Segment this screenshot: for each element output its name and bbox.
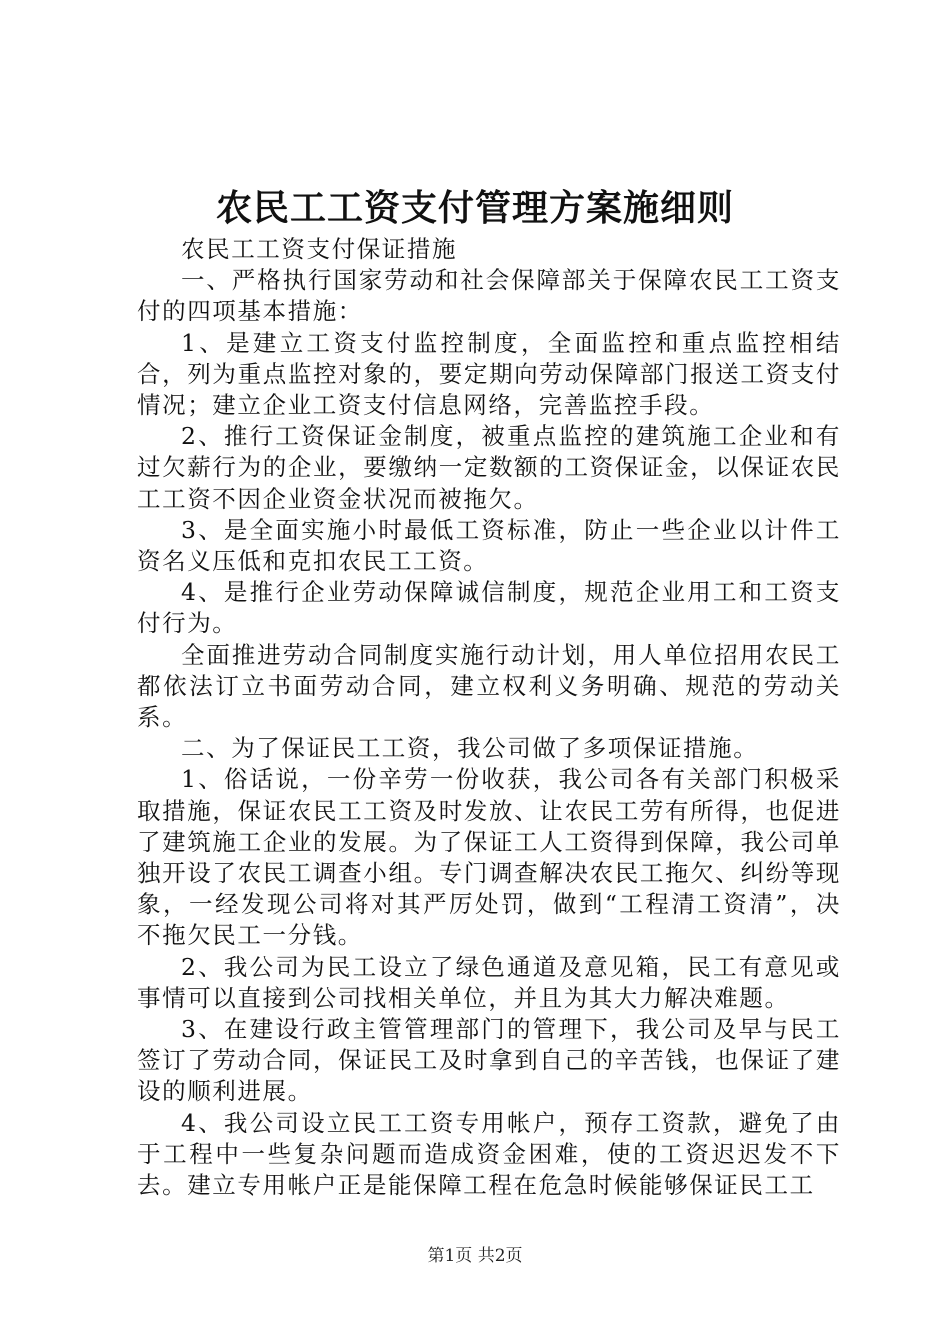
paragraph: 3、在建设行政主管管理部门的管理下，我公司及早与民工签订了劳动合同，保证民工及时拿到自己的辛苦钱，也保证了建设的顺利进展。: [137, 1015, 841, 1106]
paragraph: 2、推行工资保证金制度，被重点监控的建筑施工企业和有过欠薪行为的企业，要缴纳一定数额的工资保证金，以保证农民工工资不因企业资金状况而被拖欠。: [137, 422, 841, 513]
paragraph: 4、我公司设立民工工资专用帐户，预存工资款，避免了由于工程中一些复杂问题而造成资金困难，使的工资迟迟发不下去。建立专用帐户正是能保障工程在危急时候能够保证民工工: [137, 1108, 841, 1200]
paragraph: 全面推进劳动合同制度实施行动计划，用人单位招用农民工都依法订立书面劳动合同，建立权利义务明确、规范的劳动关系。: [137, 640, 841, 732]
paragraph: 一、严格执行国家劳动和社会保障部关于保障农民工工资支付的四项基本措施：: [137, 266, 841, 326]
document-body: [137, 234, 841, 1201]
paragraph: 3、是全面实施小时最低工资标准，防止一些企业以计件工资名义压低和克扣农民工工资。: [137, 515, 841, 576]
page-footer: 第1页 共2页: [427, 1246, 523, 1266]
document-title: 农民工工资支付管理方案施细则: [215, 187, 734, 229]
paragraph: 4、是推行企业劳动保障诚信制度，规范企业用工和工资支付行为。: [137, 578, 841, 638]
paragraph: 1、俗话说，一份辛劳一份收获，我公司各有关部门积极采取措施，保证农民工工资及时发放、让农民工劳有所得，也促进了建筑施工企业的发展。为了保证工人工资得到保障，我公司单独开设了农民工调查小组。专门调查解决农民工拖欠、纠纷等现象，一经发现公司将对其严厉处罚，做到“工程清工资清”，决不拖欠民工一分钱。: [137, 765, 841, 950]
paragraph: 2、我公司为民工设立了绿色通道及意见箱，民工有意见或事情可以直接到公司找相关单位，并且为其大力解决难题。: [137, 952, 841, 1012]
paragraph: 二、为了保证民工工资，我公司做了多项保证措施。: [181, 734, 759, 763]
paragraph: 1、是建立工资支付监控制度，全面监控和重点监控相结合，列为重点监控对象的，要定期向劳动保障部门报送工资支付情况；建立企业工资支付信息网络，完善监控手段。: [137, 328, 841, 420]
paragraph: 农民工工资支付保证措施: [181, 235, 458, 263]
